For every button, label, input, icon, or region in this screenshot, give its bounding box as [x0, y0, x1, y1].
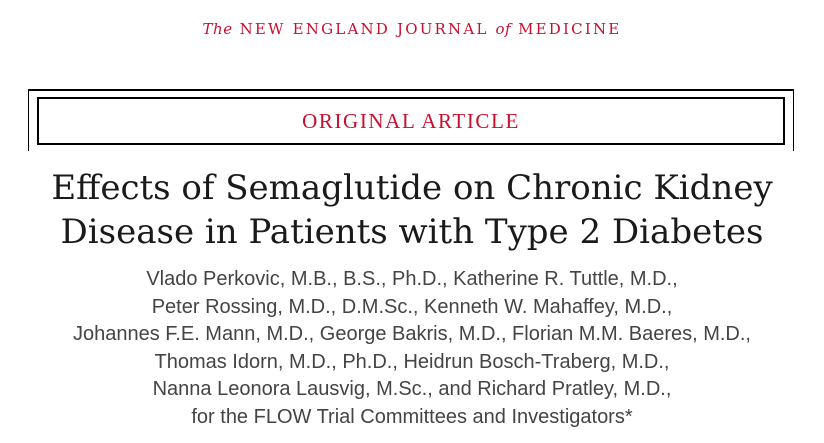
author-line: for the FLOW Trial Committees and Investigators* — [191, 405, 633, 428]
article-type-box — [37, 97, 785, 145]
author-line: Nanna Leonora Lausvig, M.Sc., and Richard Pratley, M.D., — [152, 378, 672, 400]
journal-name-part2: MEDICINE — [518, 20, 622, 38]
article-title — [0, 166, 824, 254]
title-line-1: Effects of Semaglutide on Chronic Kidney — [51, 168, 773, 208]
article-type-label: ORIGINAL ARTICLE — [302, 108, 520, 133]
journal-of: of — [495, 20, 512, 38]
author-line: Vlado Perkovic, M.B., B.S., Ph.D., Katherine R. Tuttle, M.D., — [146, 268, 678, 290]
author-list — [0, 266, 824, 431]
journal-the: The — [202, 20, 233, 38]
author-line: Johannes F.E. Mann, M.D., George Bakris, M.D., Florian M.M. Baeres, M.D., — [73, 323, 751, 345]
title-line-2: Disease in Patients with Type 2 Diabetes — [60, 212, 764, 252]
author-line: Peter Rossing, M.D., D.M.Sc., Kenneth W. Mahaffey, M.D., — [151, 295, 673, 318]
journal-name-part1: NEW ENGLAND JOURNAL — [239, 20, 489, 38]
author-line: Thomas Idorn, M.D., Ph.D., Heidrun Bosch-Traberg, M.D., — [154, 350, 670, 373]
article-type-frame — [28, 89, 794, 151]
journal-masthead — [0, 20, 824, 38]
